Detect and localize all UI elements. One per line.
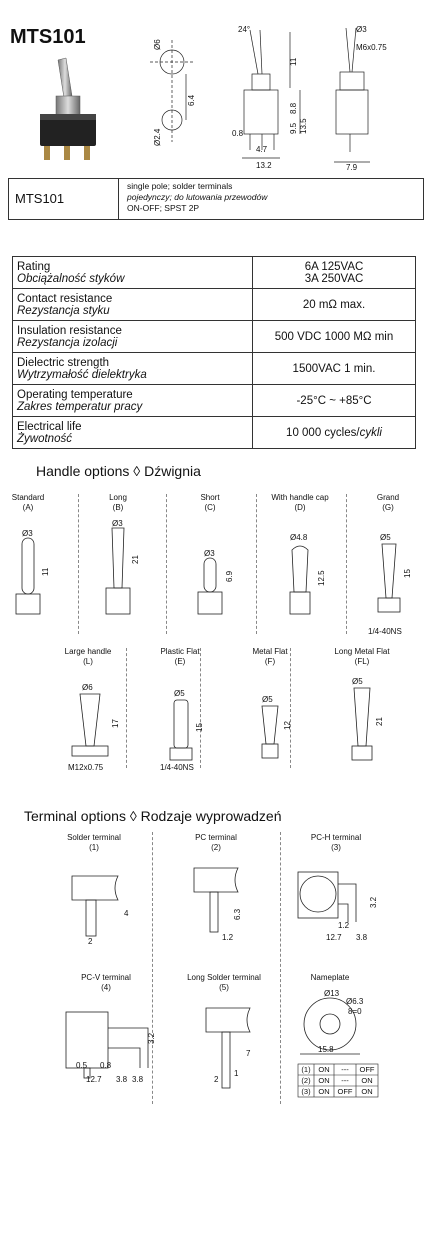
handle-dia: Ø3 (22, 529, 33, 538)
terminal-dim: 4 (124, 909, 129, 918)
handle-note: 1/4-40NS (368, 627, 402, 636)
handle-name: Long (109, 493, 127, 502)
np-cell: OFF (337, 1087, 353, 1096)
handle-len: 21 (375, 717, 384, 726)
np-cell: --- (341, 1065, 349, 1074)
handle-len: 6.9 (225, 570, 234, 582)
np-cell: ON (318, 1076, 330, 1085)
terminal-dim: 1 (234, 1069, 239, 1078)
dim-8-8: 8.8 (289, 102, 298, 114)
terminal-dim: 3.8 (356, 933, 368, 942)
handle-dia: Ø4.8 (290, 533, 308, 542)
dim-angle: 24° (238, 25, 251, 34)
switch-photo (30, 56, 110, 166)
terminal-dim: 1.2 (222, 933, 234, 942)
terminal-dim: 3.8 (132, 1075, 144, 1084)
terminal-name: Nameplate (310, 973, 350, 982)
terminal-dim: 3.2 (369, 896, 378, 908)
handle-dia: Ø5 (352, 677, 363, 686)
handle-options-title: Handle options ◊ Dźwignia (36, 463, 201, 479)
terminal-options-drawings (0, 828, 433, 1108)
terminal-options-title: Terminal options ◊ Rodzaje wyprowadzeń (24, 808, 282, 824)
terminal-name: PC-H terminal (310, 833, 362, 842)
spec-value-2: cykli (359, 426, 382, 439)
spec-label: Insulation resistance (17, 324, 122, 337)
spec-value-2: 3A 250VAC (304, 272, 364, 285)
spec-row (13, 289, 416, 321)
handle-name: Large handle (64, 647, 112, 656)
terminal-dim: 12.7 (326, 933, 342, 942)
spec-label-pl: Rezystancja izolacji (17, 336, 118, 349)
handle-note: M12x0.75 (68, 763, 104, 772)
handle-len: 12.5 (317, 570, 326, 586)
handle-len: 12 (283, 721, 292, 730)
dim-4-7: 4.7 (256, 145, 268, 154)
handle-dia: Ø5 (262, 695, 273, 704)
spec-label-pl: Obciążalność styków (17, 272, 125, 285)
dim-11: 11 (289, 57, 298, 66)
terminal-name: Long Solder terminal (187, 973, 261, 982)
terminal-code: (1) (89, 843, 99, 852)
terminal-dim: 2 (88, 937, 93, 946)
handle-len: 15 (195, 723, 204, 732)
terminal-dim: 1.2 (338, 921, 350, 930)
desc-line-2: pojedynczy; do lutowania przewodów (127, 192, 268, 202)
dim-d2-4: Ø2.4 (153, 128, 162, 146)
spec-value: 20 mΩ max. (253, 289, 416, 321)
spec-label: Rating (17, 260, 51, 273)
terminal-dim: 3.2 (147, 1032, 156, 1044)
dim-9-5: 9.5 (289, 122, 298, 134)
handle-code: (E) (174, 657, 186, 666)
handle-len: 21 (131, 555, 140, 564)
handle-dia: Ø5 (174, 689, 185, 698)
handle-dia: Ø6 (82, 683, 93, 692)
spec-table (12, 256, 416, 449)
terminal-dim: 12.7 (86, 1075, 102, 1084)
spec-label-pl: Rezystancja styku (17, 304, 110, 317)
terminal-dim: 15.8 (318, 1045, 334, 1054)
dim-13-2: 13.2 (256, 161, 272, 170)
spec-label: Dielectric strength (17, 356, 110, 369)
spec-label-pl: Wytrzymałość dielektryka (17, 368, 147, 381)
handle-name: Metal Flat (252, 647, 288, 656)
spec-value: 1500VAC 1 min. (253, 353, 416, 385)
terminal-dim: 0.8 (100, 1061, 112, 1070)
terminal-name: PC-V terminal (81, 973, 131, 982)
terminal-dim: 3.8 (116, 1075, 128, 1084)
spec-value: 10 000 cycles/ (286, 426, 360, 439)
np-cell: ON (318, 1065, 330, 1074)
spec-row (13, 257, 416, 289)
terminal-code: (4) (101, 983, 111, 992)
handle-name: Grand (376, 493, 400, 502)
dim-13-5: 13.5 (299, 118, 308, 134)
spec-value: 500 VDC 1000 MΩ min (253, 321, 416, 353)
handle-code: (FL) (354, 657, 370, 666)
handle-name: Plastic Flat (160, 647, 200, 656)
spec-value: 6A 125VAC (304, 260, 364, 273)
handle-name: Short (200, 493, 220, 502)
handle-code: (L) (83, 657, 93, 666)
terminal-dim: 2 (214, 1075, 219, 1084)
spec-label: Contact resistance (17, 292, 113, 305)
desc-line-3: ON-OFF; SPST 2P (127, 203, 200, 213)
spec-label: Operating temperature (17, 388, 133, 401)
handle-code: (D) (294, 503, 306, 512)
np-cell: (3) (301, 1087, 311, 1096)
spec-row (13, 353, 416, 385)
handle-code: (B) (112, 503, 124, 512)
np-cell: ON (361, 1087, 373, 1096)
product-description (127, 181, 267, 214)
terminal-code: (3) (331, 843, 341, 852)
handle-options-drawings (0, 488, 433, 778)
spec-row (13, 321, 416, 353)
dim-6-4: 6.4 (187, 94, 196, 106)
handle-len: 17 (111, 719, 120, 728)
dim-d3: Ø3 (356, 25, 367, 34)
spec-label: Electrical life (17, 420, 82, 433)
handle-name: Long Metal Flat (334, 647, 390, 656)
np-cell: (1) (301, 1065, 311, 1074)
terminal-code: (5) (219, 983, 229, 992)
handle-name: With handle cap (271, 493, 329, 502)
terminal-name: Solder terminal (67, 833, 121, 842)
spec-label-pl: Żywotność (17, 432, 72, 445)
main-dimension-drawing (150, 22, 430, 172)
terminal-name: PC terminal (195, 833, 237, 842)
spec-value: -25°C ~ +85°C (253, 385, 416, 417)
terminal-dim: 0.5 (76, 1061, 88, 1070)
handle-dia: Ø3 (112, 519, 123, 528)
np-cell: ON (361, 1076, 373, 1085)
handle-code: (F) (264, 657, 276, 666)
terminal-dim: Ø6.3 (346, 997, 364, 1006)
handle-note: 1/4-40NS (160, 763, 194, 772)
page-title: MTS101 (10, 26, 86, 48)
handle-dia: Ø3 (204, 549, 215, 558)
terminal-code: (2) (211, 843, 221, 852)
product-description-table (8, 178, 424, 220)
handle-code: (A) (22, 503, 34, 512)
dim-m6: M6x0.75 (356, 43, 387, 52)
np-cell: (2) (301, 1076, 311, 1085)
terminal-dim: 6.3 (233, 908, 242, 920)
dim-0-8: 0.8 (232, 129, 244, 138)
terminal-dim: 8=0 (348, 1007, 362, 1016)
dim-7-9: 7.9 (346, 163, 358, 172)
np-cell: ON (318, 1087, 330, 1096)
spec-row (13, 417, 416, 449)
handle-name: Standard (11, 493, 45, 502)
dim-d6: Ø6 (153, 39, 162, 50)
handle-code: (C) (204, 503, 216, 512)
np-cell: OFF (359, 1065, 375, 1074)
terminal-dim: 7 (246, 1049, 251, 1058)
desc-line-1: single pole; solder terminals (127, 181, 233, 191)
handle-dia: Ø5 (380, 533, 391, 542)
handle-len: 15 (403, 569, 412, 578)
handle-code: (G) (382, 503, 394, 512)
handle-len: 11 (41, 567, 50, 576)
np-cell: --- (341, 1076, 349, 1085)
spec-row (13, 385, 416, 417)
terminal-dim: Ø13 (324, 989, 340, 998)
spec-label-pl: Zakres temperatur pracy (17, 400, 143, 413)
part-number: MTS101 (9, 179, 119, 219)
